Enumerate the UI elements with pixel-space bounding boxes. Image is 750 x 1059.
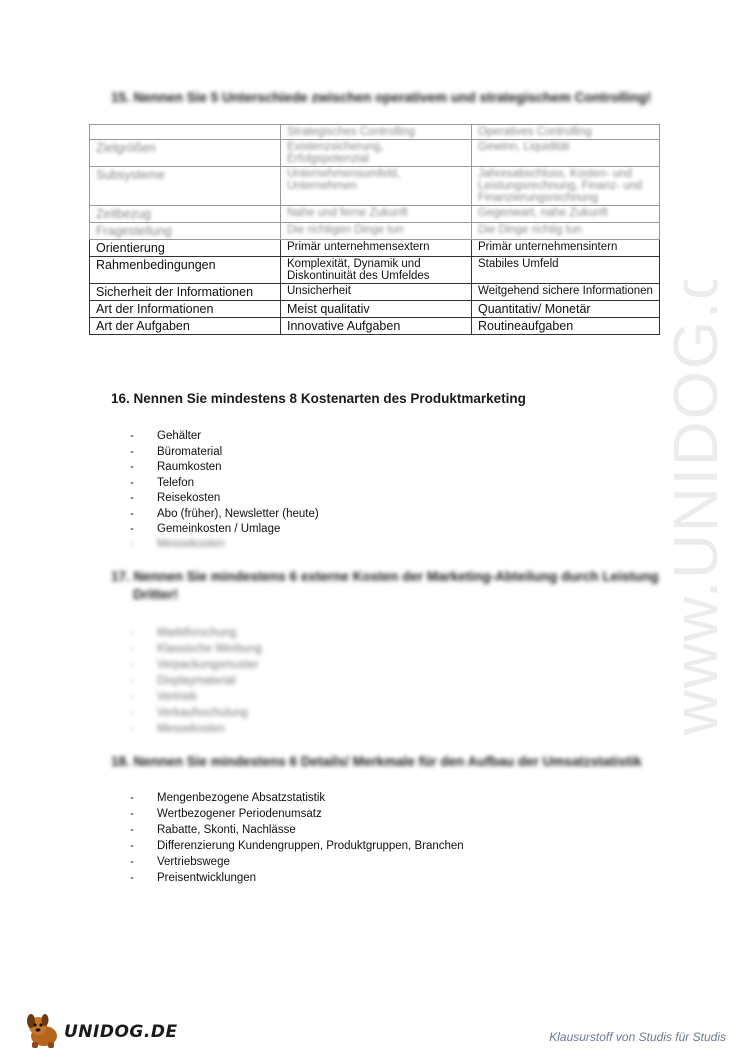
table-row	[90, 284, 660, 301]
table-blurred-section	[90, 125, 660, 240]
logo-text: UNIDOG.DE	[64, 1022, 178, 1042]
table-cell: Zielgrößen	[90, 140, 281, 167]
q17-heading: 17. Nennen Sie mindestens 6 externe Kosten der Marketing-Abteilung durch Leistung	[111, 569, 659, 584]
list-item: - Verkaufsschulung	[130, 705, 262, 721]
table-cell: Weitgehend sichere Informationen	[472, 284, 660, 301]
table-cell: Komplexität, Dynamik und Diskontinuität des Umfeldes	[281, 257, 472, 284]
list-item: - Wertbezogener Periodenumsatz	[130, 806, 464, 822]
table-cell: Gegenwart, nahe Zukunft	[472, 206, 660, 223]
list-item: - Klassische Werbung	[130, 641, 262, 657]
table-cell: Zeitbezug	[90, 206, 281, 223]
list-item: - Gemeinkosten / Umlage	[130, 522, 319, 538]
list-item: - Telefon	[130, 476, 319, 492]
table-row	[90, 223, 660, 240]
list-item: - Marktforschung	[130, 625, 262, 641]
table-cell: Existenzsicherung, Erfolgspotenzial	[281, 140, 472, 167]
table-row	[90, 140, 660, 167]
table-cell: Quantitativ/ Monetär	[472, 301, 660, 318]
list-item: - Büromaterial	[130, 445, 319, 461]
controlling-comparison-table	[89, 124, 660, 335]
list-item: - Messekosten	[130, 537, 225, 553]
list-item: - Reisekosten	[130, 491, 319, 507]
table-cell: Orientierung	[90, 240, 281, 257]
table-cell: Die Dinge richtig tun	[472, 223, 660, 240]
list-item: - Raumkosten	[130, 460, 319, 476]
table-cell: Nahe und ferne Zukunft	[281, 206, 472, 223]
table-visible-section	[90, 240, 660, 335]
table-row	[90, 301, 660, 318]
table-header-cell: Operatives Controlling	[472, 125, 660, 140]
table-row	[90, 240, 660, 257]
list-item: - Mengenbezogene Absatzstatistik	[130, 790, 464, 806]
q16-list	[130, 429, 319, 538]
table-cell: Stabiles Umfeld	[472, 257, 660, 284]
table-cell: Routineaufgaben	[472, 318, 660, 335]
footer-slogan: Klausurstoff von Studis für Studis	[549, 1030, 726, 1044]
watermark-text: www.UNIDOG.de	[662, 280, 731, 735]
table-cell: Fragestellung	[90, 223, 281, 240]
list-item: - Vertrieb	[130, 689, 262, 705]
list-item: - Rabatte, Skonti, Nachlässe	[130, 822, 464, 838]
q15-heading: 15. Nennen Sie 5 Unterschiede zwischen operativem und strategischem Controlling!	[111, 90, 652, 105]
table-cell: Meist qualitativ	[281, 301, 472, 318]
table-cell: Art der Aufgaben	[90, 318, 281, 335]
q18-heading: 18. Nennen Sie mindestens 6 Details/ Merkmale für den Aufbau der Umsatzstatistik	[111, 754, 642, 769]
unidog-logo	[22, 1012, 178, 1050]
q16-heading: 16. Nennen Sie mindestens 8 Kostenarten des Produktmarketing	[111, 391, 526, 406]
table-cell: Jahresabschluss, Kosten- und Leistungsrechnung, Finanz- und Finanzierungsrechnung	[472, 167, 660, 206]
table-cell: Gewinn, Liquidität	[472, 140, 660, 167]
list-item: - Displaymaterial	[130, 673, 262, 689]
list-item: - Messekosten	[130, 721, 262, 737]
table-cell: Art der Informationen	[90, 301, 281, 318]
dog-icon	[22, 1012, 66, 1050]
table-cell: Unternehmensumfeld, Unternehmen	[281, 167, 472, 206]
table-cell: Primär unternehmensextern	[281, 240, 472, 257]
table-row	[90, 167, 660, 206]
list-item: - Preisentwicklungen	[130, 870, 464, 886]
table-cell: Innovative Aufgaben	[281, 318, 472, 335]
q17-list	[130, 625, 262, 737]
table-header-cell: Strategisches Controlling	[281, 125, 472, 140]
q16-list-blurred	[130, 537, 225, 553]
table-cell: Primär unternehmensintern	[472, 240, 660, 257]
list-item: - Gehälter	[130, 429, 319, 445]
table-cell: Subsysteme	[90, 167, 281, 206]
list-item: - Vertriebswege	[130, 854, 464, 870]
list-item: - Abo (früher), Newsletter (heute)	[130, 507, 319, 523]
table-cell: Die richtigen Dinge tun	[281, 223, 472, 240]
watermark	[655, 280, 745, 740]
table-cell: Rahmenbedingungen	[90, 257, 281, 284]
table-header-cell	[90, 125, 281, 140]
table-cell: Unsicherheit	[281, 284, 472, 301]
list-item: - Verpackungsmuster	[130, 657, 262, 673]
table-row	[90, 257, 660, 284]
list-item: - Differenzierung Kundengruppen, Produktgruppen, Branchen	[130, 838, 464, 854]
q18-list	[130, 790, 464, 886]
table-row	[90, 318, 660, 335]
table-header-row	[90, 125, 660, 140]
q17-heading-line2: Dritter!	[133, 587, 179, 602]
table-cell: Sicherheit der Informationen	[90, 284, 281, 301]
table-row	[90, 206, 660, 223]
